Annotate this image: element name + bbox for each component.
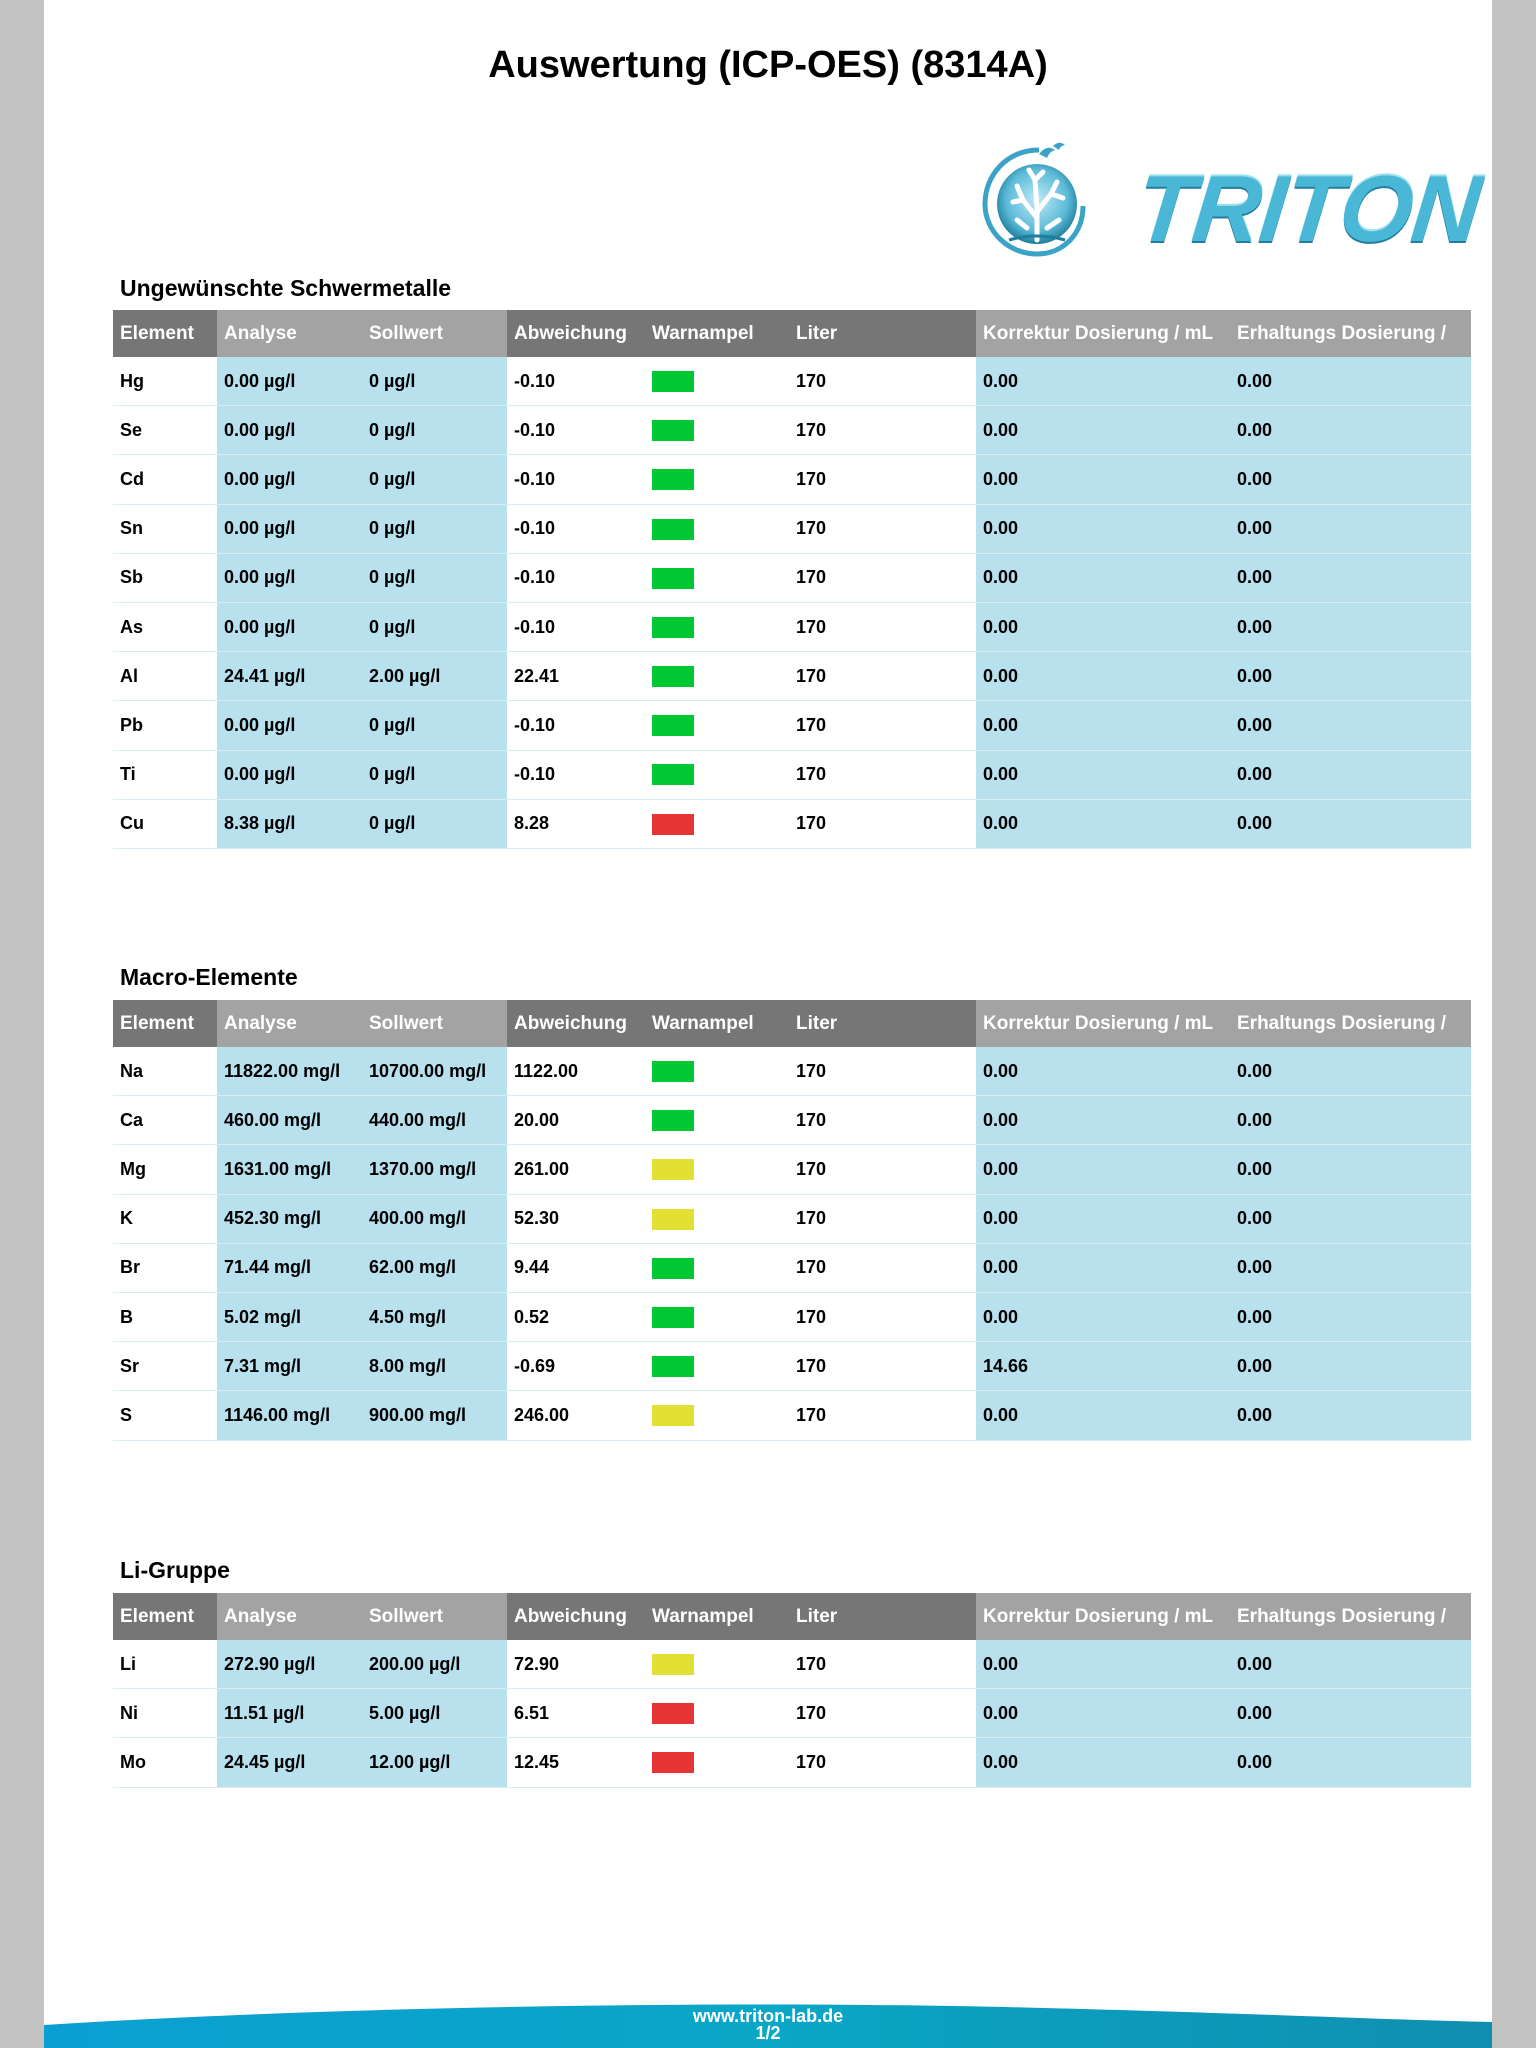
warnampel-red-indicator [652, 1752, 694, 1773]
cell-erhaltung: 0.00 [1230, 1194, 1471, 1243]
col-abweichung: Abweichung [507, 1000, 645, 1047]
cell-sollwert: 0 µg/l [362, 455, 507, 504]
cell-korrektur: 0.00 [976, 602, 1230, 651]
cell-erhaltung: 0.00 [1230, 553, 1471, 602]
cell-liter: 170 [789, 1342, 976, 1391]
cell-liter: 170 [789, 504, 976, 553]
cell-element: Li [113, 1640, 217, 1689]
warnampel-yellow-indicator [652, 1209, 694, 1230]
warnampel-red-indicator [652, 1703, 694, 1724]
cell-warnampel [645, 1145, 789, 1194]
cell-erhaltung: 0.00 [1230, 1047, 1471, 1096]
cell-korrektur: 0.00 [976, 1640, 1230, 1689]
cell-abweichung: -0.10 [507, 406, 645, 455]
table-row [113, 602, 1471, 651]
cell-abweichung: 0.52 [507, 1292, 645, 1341]
col-erhaltung: Erhaltungs Dosierung / [1230, 310, 1471, 357]
cell-liter: 170 [789, 1640, 976, 1689]
col-abweichung: Abweichung [507, 1593, 645, 1640]
table-row [113, 1342, 1471, 1391]
cell-korrektur: 0.00 [976, 1047, 1230, 1096]
cell-analyse: 24.41 µg/l [217, 652, 362, 701]
cell-korrektur: 0.00 [976, 406, 1230, 455]
table-row [113, 553, 1471, 602]
cell-sollwert: 0 µg/l [362, 701, 507, 750]
cell-sollwert: 440.00 mg/l [362, 1096, 507, 1145]
warnampel-green-indicator [652, 715, 694, 736]
col-erhaltung: Erhaltungs Dosierung / [1230, 1593, 1471, 1640]
cell-korrektur: 0.00 [976, 1096, 1230, 1145]
cell-korrektur: 0.00 [976, 504, 1230, 553]
cell-abweichung: -0.69 [507, 1342, 645, 1391]
cell-abweichung: 261.00 [507, 1145, 645, 1194]
cell-element: K [113, 1194, 217, 1243]
cell-warnampel [645, 1738, 789, 1787]
cell-liter: 170 [789, 701, 976, 750]
warnampel-yellow-indicator [652, 1405, 694, 1426]
cell-liter: 170 [789, 799, 976, 848]
cell-erhaltung: 0.00 [1230, 1145, 1471, 1194]
table-schwermetalle [113, 310, 1471, 849]
cell-analyse: 0.00 µg/l [217, 750, 362, 799]
cell-element: Mg [113, 1145, 217, 1194]
cell-sollwert: 2.00 µg/l [362, 652, 507, 701]
cell-element: Sn [113, 504, 217, 553]
cell-analyse: 0.00 µg/l [217, 553, 362, 602]
col-sollwert: Sollwert [362, 1593, 507, 1640]
table-row [113, 1047, 1471, 1096]
cell-warnampel [645, 652, 789, 701]
cell-abweichung: 246.00 [507, 1391, 645, 1440]
cell-element: Al [113, 652, 217, 701]
cell-warnampel [645, 1194, 789, 1243]
cell-erhaltung: 0.00 [1230, 701, 1471, 750]
warnampel-green-indicator [652, 1110, 694, 1131]
cell-analyse: 0.00 µg/l [217, 504, 362, 553]
table-row [113, 1738, 1471, 1787]
cell-erhaltung: 0.00 [1230, 1391, 1471, 1440]
cell-sollwert: 0 µg/l [362, 406, 507, 455]
table-row [113, 455, 1471, 504]
cell-sollwert: 5.00 µg/l [362, 1689, 507, 1738]
cell-analyse: 24.45 µg/l [217, 1738, 362, 1787]
warnampel-yellow-indicator [652, 1159, 694, 1180]
table-header-row [113, 1000, 1471, 1047]
cell-warnampel [645, 1640, 789, 1689]
cell-warnampel [645, 1689, 789, 1738]
cell-korrektur: 0.00 [976, 455, 1230, 504]
cell-analyse: 11822.00 mg/l [217, 1047, 362, 1096]
cell-element: B [113, 1292, 217, 1341]
cell-element: Cd [113, 455, 217, 504]
cell-warnampel [645, 602, 789, 651]
cell-korrektur: 0.00 [976, 357, 1230, 406]
cell-liter: 170 [789, 1391, 976, 1440]
cell-liter: 170 [789, 1292, 976, 1341]
cell-warnampel [645, 1096, 789, 1145]
col-liter: Liter [789, 1593, 976, 1640]
cell-abweichung: -0.10 [507, 701, 645, 750]
table-row [113, 1391, 1471, 1440]
page-number: 1/2 [755, 2023, 781, 2043]
table-row [113, 652, 1471, 701]
col-warnampel: Warnampel [645, 1000, 789, 1047]
cell-erhaltung: 0.00 [1230, 1292, 1471, 1341]
cell-erhaltung: 0.00 [1230, 1689, 1471, 1738]
table-header-row [113, 310, 1471, 357]
cell-sollwert: 200.00 µg/l [362, 1640, 507, 1689]
col-korrektur: Korrektur Dosierung / mL [976, 1000, 1230, 1047]
col-sollwert: Sollwert [362, 1000, 507, 1047]
cell-warnampel [645, 357, 789, 406]
warnampel-green-indicator [652, 617, 694, 638]
cell-sollwert: 1370.00 mg/l [362, 1145, 507, 1194]
cell-erhaltung: 0.00 [1230, 799, 1471, 848]
cell-analyse: 11.51 µg/l [217, 1689, 362, 1738]
footer [44, 2008, 1492, 2042]
warnampel-green-indicator [652, 519, 694, 540]
cell-korrektur: 0.00 [976, 701, 1230, 750]
cell-analyse: 5.02 mg/l [217, 1292, 362, 1341]
cell-warnampel [645, 1391, 789, 1440]
cell-liter: 170 [789, 750, 976, 799]
cell-sollwert: 0 µg/l [362, 504, 507, 553]
table-row [113, 1640, 1471, 1689]
table-row [113, 750, 1471, 799]
table-row [113, 504, 1471, 553]
cell-liter: 170 [789, 1689, 976, 1738]
col-warnampel: Warnampel [645, 310, 789, 357]
cell-sollwert: 900.00 mg/l [362, 1391, 507, 1440]
cell-erhaltung: 0.00 [1230, 1738, 1471, 1787]
cell-analyse: 0.00 µg/l [217, 357, 362, 406]
cell-element: S [113, 1391, 217, 1440]
cell-erhaltung: 0.00 [1230, 357, 1471, 406]
col-erhaltung: Erhaltungs Dosierung / [1230, 1000, 1471, 1047]
table-row [113, 1243, 1471, 1292]
cell-korrektur: 0.00 [976, 1689, 1230, 1738]
col-element: Element [113, 1593, 217, 1640]
cell-erhaltung: 0.00 [1230, 1640, 1471, 1689]
cell-sollwert: 10700.00 mg/l [362, 1047, 507, 1096]
cell-korrektur: 0.00 [976, 799, 1230, 848]
cell-element: Mo [113, 1738, 217, 1787]
cell-analyse: 8.38 µg/l [217, 799, 362, 848]
warnampel-green-indicator [652, 1258, 694, 1279]
cell-korrektur: 0.00 [976, 1292, 1230, 1341]
section-title-li-gruppe: Li-Gruppe [120, 1557, 230, 1583]
table-row [113, 1145, 1471, 1194]
cell-analyse: 460.00 mg/l [217, 1096, 362, 1145]
cell-erhaltung: 0.00 [1230, 602, 1471, 651]
cell-erhaltung: 0.00 [1230, 504, 1471, 553]
cell-abweichung: 12.45 [507, 1738, 645, 1787]
cell-warnampel [645, 553, 789, 602]
col-korrektur: Korrektur Dosierung / mL [976, 1593, 1230, 1640]
cell-sollwert: 0 µg/l [362, 357, 507, 406]
table-macro [113, 1000, 1471, 1441]
warnampel-green-indicator [652, 420, 694, 441]
cell-abweichung: -0.10 [507, 553, 645, 602]
logo-wordmark: TRITON [1131, 156, 1485, 261]
table-row [113, 799, 1471, 848]
cell-analyse: 452.30 mg/l [217, 1194, 362, 1243]
col-element: Element [113, 1000, 217, 1047]
col-abweichung: Abweichung [507, 310, 645, 357]
cell-abweichung: 52.30 [507, 1194, 645, 1243]
cell-warnampel [645, 1243, 789, 1292]
cell-abweichung: 1122.00 [507, 1047, 645, 1096]
cell-abweichung: 72.90 [507, 1640, 645, 1689]
warnampel-green-indicator [652, 1061, 694, 1082]
cell-analyse: 1146.00 mg/l [217, 1391, 362, 1440]
cell-warnampel [645, 1292, 789, 1341]
cell-liter: 170 [789, 1738, 976, 1787]
cell-liter: 170 [789, 1047, 976, 1096]
warnampel-yellow-indicator [652, 1654, 694, 1675]
cell-analyse: 7.31 mg/l [217, 1342, 362, 1391]
cell-warnampel [645, 1047, 789, 1096]
triton-logo [979, 140, 1485, 261]
cell-erhaltung: 0.00 [1230, 1243, 1471, 1292]
col-sollwert: Sollwert [362, 310, 507, 357]
cell-element: Se [113, 406, 217, 455]
cell-abweichung: -0.10 [507, 750, 645, 799]
cell-warnampel [645, 504, 789, 553]
cell-erhaltung: 0.00 [1230, 406, 1471, 455]
cell-element: Na [113, 1047, 217, 1096]
cell-liter: 170 [789, 652, 976, 701]
col-warnampel: Warnampel [645, 1593, 789, 1640]
cell-korrektur: 0.00 [976, 1738, 1230, 1787]
cell-element: Br [113, 1243, 217, 1292]
table-li-gruppe [113, 1593, 1471, 1788]
cell-sollwert: 0 µg/l [362, 750, 507, 799]
cell-analyse: 1631.00 mg/l [217, 1145, 362, 1194]
cell-korrektur: 0.00 [976, 652, 1230, 701]
col-korrektur: Korrektur Dosierung / mL [976, 310, 1230, 357]
table-row [113, 1292, 1471, 1341]
cell-liter: 170 [789, 406, 976, 455]
cell-element: Ca [113, 1096, 217, 1145]
cell-analyse: 0.00 µg/l [217, 455, 362, 504]
cell-abweichung: -0.10 [507, 455, 645, 504]
cell-warnampel [645, 799, 789, 848]
warnampel-green-indicator [652, 666, 694, 687]
cell-liter: 170 [789, 1096, 976, 1145]
col-analyse: Analyse [217, 1000, 362, 1047]
cell-liter: 170 [789, 455, 976, 504]
cell-element: Ni [113, 1689, 217, 1738]
col-liter: Liter [789, 310, 976, 357]
cell-element: Sr [113, 1342, 217, 1391]
cell-korrektur: 0.00 [976, 1243, 1230, 1292]
cell-element: Cu [113, 799, 217, 848]
cell-warnampel [645, 750, 789, 799]
cell-element: Hg [113, 357, 217, 406]
cell-liter: 170 [789, 602, 976, 651]
cell-analyse: 0.00 µg/l [217, 602, 362, 651]
cell-abweichung: -0.10 [507, 504, 645, 553]
cell-abweichung: 8.28 [507, 799, 645, 848]
table-row [113, 1689, 1471, 1738]
cell-abweichung: 20.00 [507, 1096, 645, 1145]
section-title-macro: Macro-Elemente [120, 964, 298, 990]
cell-abweichung: -0.10 [507, 357, 645, 406]
cell-abweichung: 9.44 [507, 1243, 645, 1292]
cell-sollwert: 400.00 mg/l [362, 1194, 507, 1243]
cell-element: Pb [113, 701, 217, 750]
cell-liter: 170 [789, 1194, 976, 1243]
cell-korrektur: 0.00 [976, 1145, 1230, 1194]
cell-liter: 170 [789, 553, 976, 602]
warnampel-green-indicator [652, 1307, 694, 1328]
table-row [113, 701, 1471, 750]
table-row [113, 357, 1471, 406]
cell-sollwert: 12.00 µg/l [362, 1738, 507, 1787]
warnampel-green-indicator [652, 1356, 694, 1377]
cell-erhaltung: 0.00 [1230, 750, 1471, 799]
page-title: Auswertung (ICP-OES) (8314A) [488, 44, 1048, 86]
col-analyse: Analyse [217, 1593, 362, 1640]
table-row [113, 406, 1471, 455]
cell-analyse: 0.00 µg/l [217, 701, 362, 750]
cell-sollwert: 0 µg/l [362, 602, 507, 651]
warnampel-green-indicator [652, 568, 694, 589]
cell-element: Ti [113, 750, 217, 799]
cell-analyse: 71.44 mg/l [217, 1243, 362, 1292]
col-analyse: Analyse [217, 310, 362, 357]
cell-erhaltung: 0.00 [1230, 652, 1471, 701]
cell-sollwert: 0 µg/l [362, 799, 507, 848]
cell-sollwert: 0 µg/l [362, 553, 507, 602]
table-header-row [113, 1593, 1471, 1640]
cell-korrektur: 0.00 [976, 1194, 1230, 1243]
warnampel-green-indicator [652, 764, 694, 785]
cell-analyse: 0.00 µg/l [217, 406, 362, 455]
cell-warnampel [645, 406, 789, 455]
cell-korrektur: 0.00 [976, 1391, 1230, 1440]
cell-element: Sb [113, 553, 217, 602]
cell-korrektur: 0.00 [976, 750, 1230, 799]
table-row [113, 1194, 1471, 1243]
cell-sollwert: 62.00 mg/l [362, 1243, 507, 1292]
cell-sollwert: 4.50 mg/l [362, 1292, 507, 1341]
table-row [113, 1096, 1471, 1145]
cell-korrektur: 0.00 [976, 553, 1230, 602]
col-liter: Liter [789, 1000, 976, 1047]
cell-analyse: 272.90 µg/l [217, 1640, 362, 1689]
cell-element: As [113, 602, 217, 651]
warnampel-green-indicator [652, 469, 694, 490]
cell-erhaltung: 0.00 [1230, 455, 1471, 504]
cell-liter: 170 [789, 1145, 976, 1194]
cell-sollwert: 8.00 mg/l [362, 1342, 507, 1391]
cell-liter: 170 [789, 1243, 976, 1292]
cell-liter: 170 [789, 357, 976, 406]
cell-abweichung: -0.10 [507, 602, 645, 651]
cell-warnampel [645, 701, 789, 750]
col-element: Element [113, 310, 217, 357]
report-page [44, 0, 1492, 2048]
cell-korrektur: 14.66 [976, 1342, 1230, 1391]
cell-abweichung: 22.41 [507, 652, 645, 701]
cell-erhaltung: 0.00 [1230, 1096, 1471, 1145]
section-title-schwermetalle: Ungewünschte Schwermetalle [120, 275, 452, 301]
cell-erhaltung: 0.00 [1230, 1342, 1471, 1391]
cell-abweichung: 6.51 [507, 1689, 645, 1738]
warnampel-red-indicator [652, 814, 694, 835]
warnampel-green-indicator [652, 371, 694, 392]
cell-warnampel [645, 455, 789, 504]
footer-url[interactable]: www.triton-lab.de [692, 2006, 844, 2026]
coral-circle-icon [979, 140, 1089, 260]
cell-warnampel [645, 1342, 789, 1391]
